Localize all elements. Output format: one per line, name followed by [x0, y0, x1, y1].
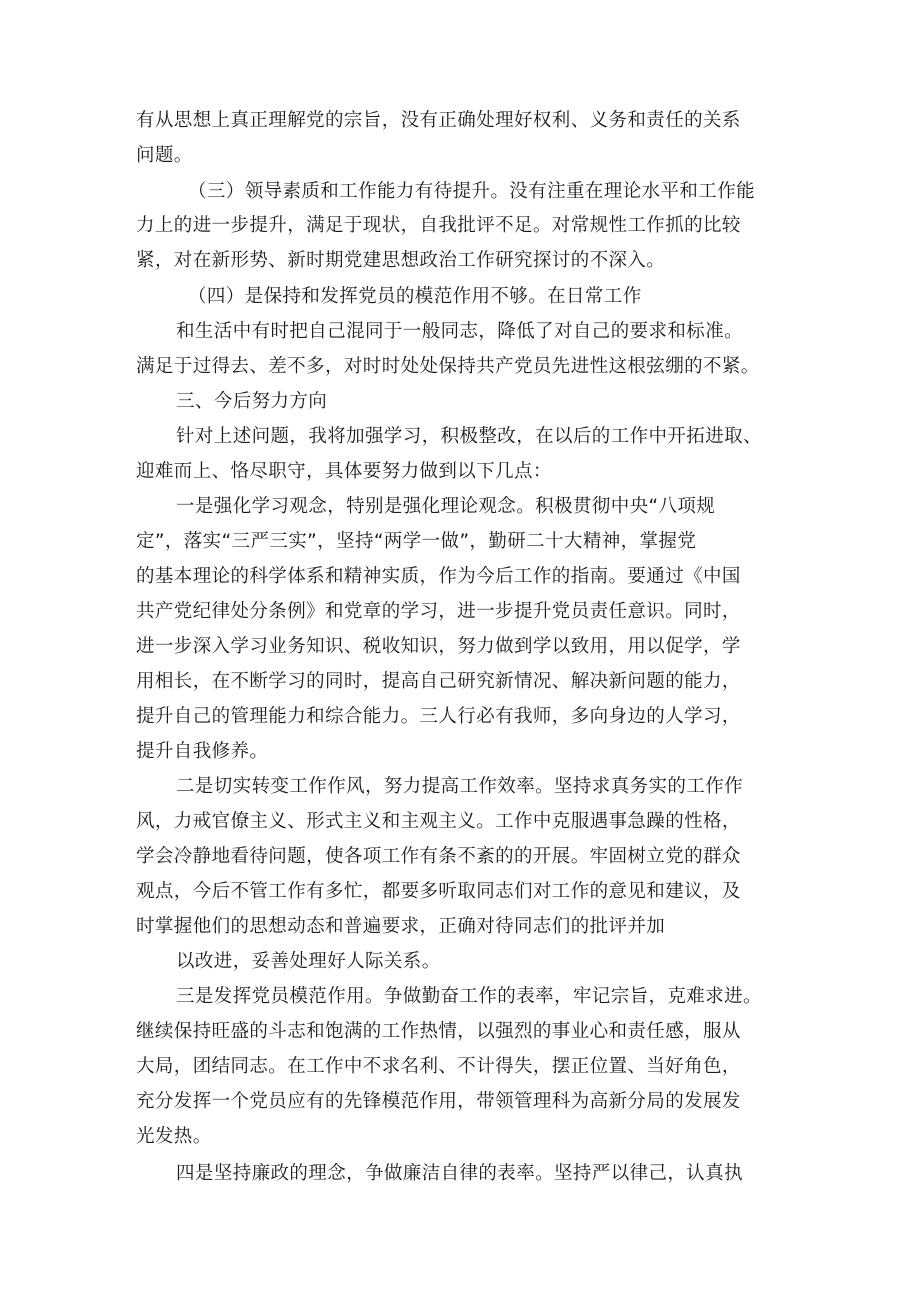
- text-line: 有从思想上真正理解党的宗旨，没有正确处理好权利、义务和责任的关系: [136, 110, 741, 131]
- text-line: 时掌握他们的思想动态和普遍要求，正确对待同志们的批评并加: [136, 916, 666, 937]
- text-line: 的基本理论的科学体系和精神实质，作为今后工作的指南。要通过《中国: [136, 566, 741, 587]
- text-line: 用相长，在不断学习的同时，提高自己研究新情况、解决新问题的能力，: [136, 671, 741, 692]
- text-line: 针对上述问题，我将加强学习，积极整改，在以后的工作中开拓进取、: [176, 426, 762, 447]
- text-line: 迎难而上、恪尽职守，具体要努力做到以下几点：: [136, 461, 552, 482]
- text-line: 充分发挥一个党员应有的先锋模范作用，带领管理科为高新分局的发展发: [136, 1091, 741, 1112]
- text-line: 大局，团结同志。在工作中不求名利、不计得失，摆正位置、当好角色，: [136, 1056, 741, 1077]
- text-line: 满足于过得去、差不多，对时时处处保持共产党员先进性这根弦绷的不紧。: [136, 356, 760, 377]
- text-line: 继续保持旺盛的斗志和饱满的工作热情，以强烈的事业心和责任感，服从: [136, 1021, 741, 1042]
- text-line: 和生活中有时把自己混同于一般同志，降低了对自己的要求和标准。: [176, 321, 744, 342]
- text-line: 进一步深入学习业务知识、税收知识，努力做到学以致用，用以促学，学: [136, 636, 741, 657]
- text-line: 一是强化学习观念，特别是强化理论观念。积极贯彻中央“八项规: [176, 496, 716, 517]
- text-line: 风，力戒官僚主义、形式主义和主观主义。工作中克服遇事急躁的性格，: [136, 811, 741, 832]
- text-line: 学会冷静地看待问题，使各项工作有条不紊的的开展。牢固树立党的群众: [136, 846, 741, 867]
- text-line: 提升自己的管理能力和综合能力。三人行必有我师，多向身边的人学习，: [136, 706, 741, 727]
- text-line: 力上的进一步提升，满足于现状，自我批评不足。对常规性工作抓的比较: [136, 215, 741, 236]
- text-line: 以改进，妥善处理好人际关系。: [176, 951, 441, 972]
- text-line: 提升自我修养。: [136, 741, 269, 762]
- text-line: 三是发挥党员模范作用。争做勤奋工作的表率，牢记宗旨，克难求进。: [176, 986, 762, 1007]
- section-heading: （三）领导素质和工作能力有待提升。没有注重在理论水平和工作能: [188, 181, 756, 202]
- section-heading: 三、今后努力方向: [176, 391, 328, 412]
- text-line: 共产党纪律处分条例》和党章的学习，进一步提升党员责任意识。同时，: [136, 601, 741, 622]
- text-line: 问题。: [136, 145, 193, 166]
- text-line: 紧，对在新形势、新时期党建思想政治工作研究探讨的不深入。: [136, 250, 666, 271]
- section-heading: （四）是保持和发挥党员的模范作用不够。在日常工作: [188, 286, 642, 307]
- text-line: 定”，落实“三严三实”，坚持“两学一做”，勤研二十大精神，掌握党: [136, 531, 697, 552]
- text-line: 二是切实转变工作作风，努力提高工作效率。坚持求真务实的工作作: [176, 776, 744, 797]
- text-line: 观点，今后不管工作有多忙，都要多听取同志们对工作的意见和建议，及: [136, 881, 741, 902]
- text-line: 四是坚持廉政的理念，争做廉洁自律的表率。坚持严以律己，认真执: [176, 1163, 744, 1184]
- text-line: 光发热。: [136, 1126, 212, 1147]
